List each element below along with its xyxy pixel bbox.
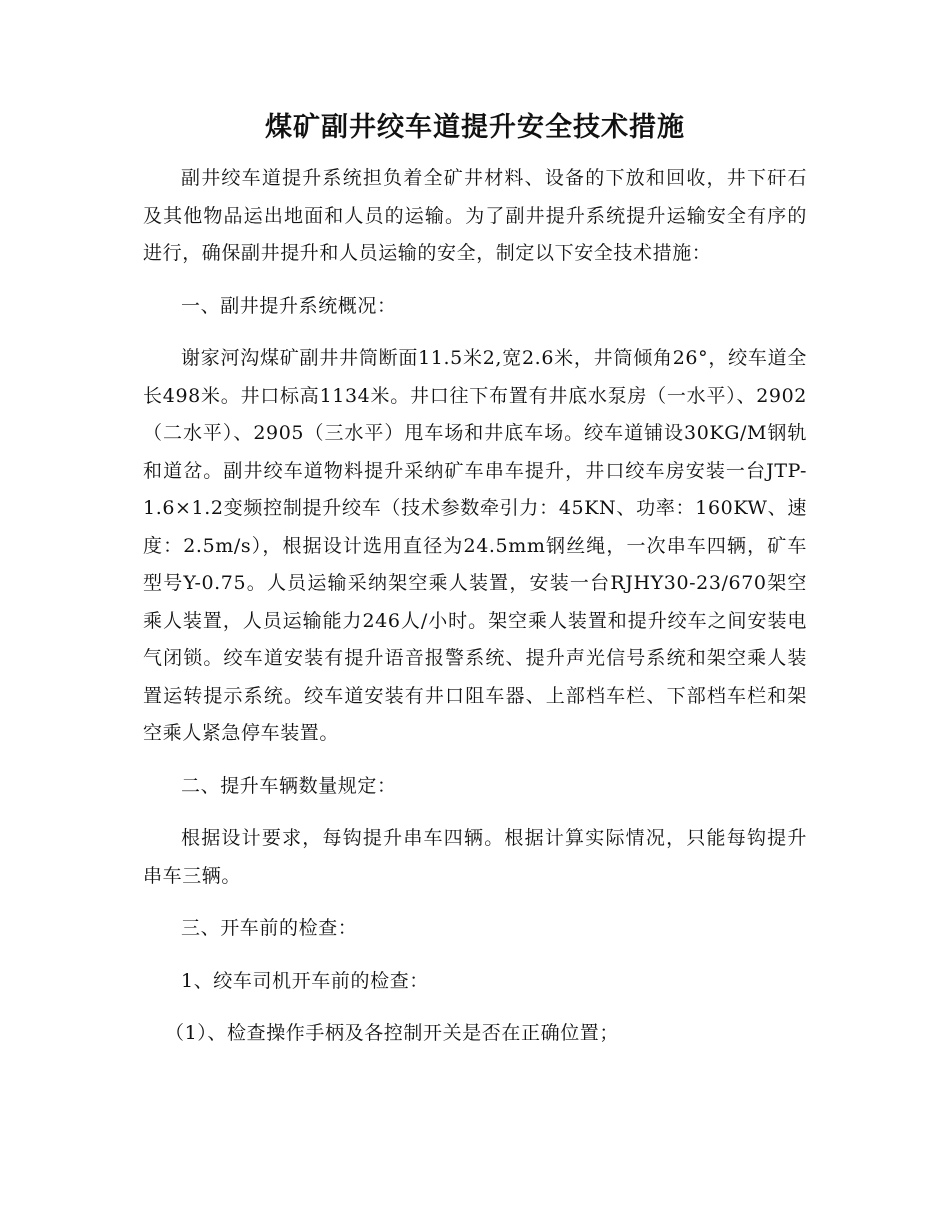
intro-paragraph: 副井绞车道提升系统担负着全矿井材料、设备的下放和回收，井下矸石及其他物品运出地面和人员的运输。为了副井提升系统提升运输安全有序的进行，确保副井提升和人员运输的安全，制定以下安全技术措施： [143,167,807,264]
section-heading-vehicle-count: 二、提升车辆数量规定： [181,774,397,797]
checklist-item-1: （1）、检查操作手柄及各控制开关是否在正确位置； [165,1022,619,1044]
section-heading-overview: 一、副井提升系统概况： [181,294,397,317]
overview-paragraph: 谢家河沟煤矿副井井筒断面11.5米2,宽2.6米，井筒倾角26°，绞车道全长498米。井口标高1134米。井口往下布置有井底水泵房（一水平）、2902（二水平）、2905（三水平）甩车场和井底车场。绞车道铺设30KG/M钢轨和道岔。副井绞车道物料提升采纳矿车串车提升，井口绞车房安装一台JTP-1.6×1.2变频控制提升绞车（技术参数牵引力：45KN、功率：160KW、速度：2.5m/s），根据设计选用直径为24.5mm钢丝绳，一次串车四辆，矿车型号Y-0.75。人员运输采纳架空乘人装置，安装一台RJHY30-23/670架空乘人装置，人员运输能力246人/小时。架空乘人装置和提升绞车之间安装电气闭锁。绞车道安装有提升语音报警系统、提升声光信号系统和架空乘人装置运转提示系统。绞车道安装有井口阻车器、上部档车栏、下部档车栏和架空乘人紧急停车装置。 [143,347,807,744]
subsection-heading-driver-check: 1、绞车司机开车前的检查： [181,969,429,992]
section-heading-pre-start-check: 三、开车前的检查： [181,917,358,939]
vehicle-count-paragraph: 根据设计要求，每钩提升串车四辆。根据计算实际情况，只能每钩提升串车三辆。 [143,827,807,887]
page-title: 煤矿副井绞车道提升安全技术措施 [265,112,685,143]
document-body [143,160,807,1068]
